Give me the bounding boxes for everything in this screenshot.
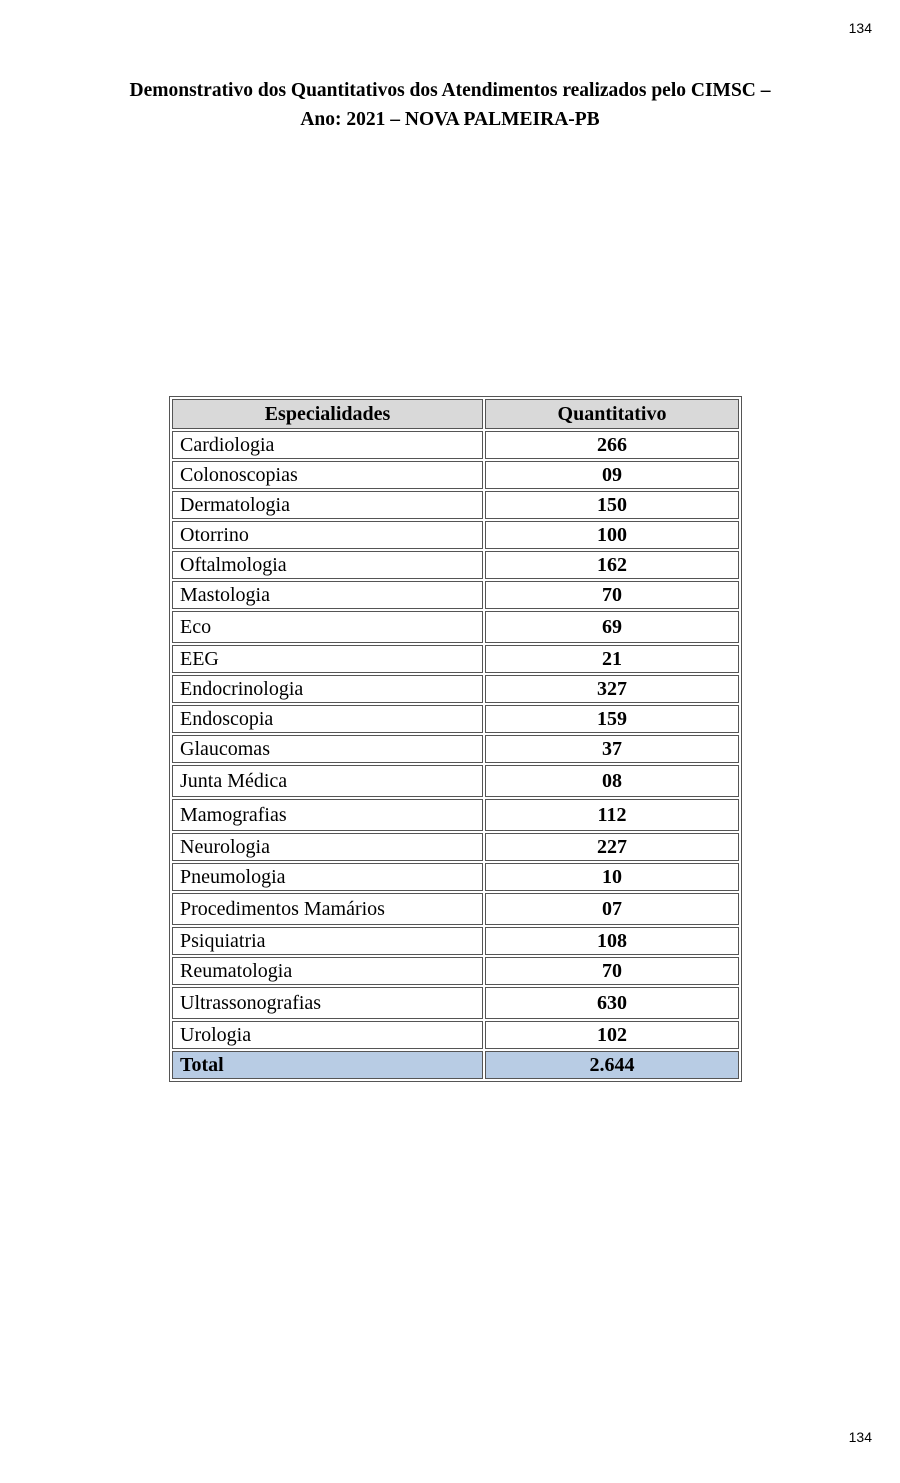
especialidade-cell: Endoscopia bbox=[172, 705, 483, 733]
title-line-1: Demonstrativo dos Quantitativos dos Atendimentos realizados pelo CIMSC – bbox=[129, 80, 771, 101]
especialidade-cell: Neurologia bbox=[172, 833, 483, 861]
header-especialidades: Especialidades bbox=[172, 399, 483, 429]
page-number-top: 134 bbox=[848, 20, 872, 36]
especialidade-cell: Endocrinologia bbox=[172, 675, 483, 703]
quantitativo-cell: 10 bbox=[485, 863, 739, 891]
especialidade-cell: Junta Médica bbox=[172, 765, 483, 797]
quantitativo-cell: 70 bbox=[485, 581, 739, 609]
especialidade-cell: Glaucomas bbox=[172, 735, 483, 763]
especialidade-cell: Otorrino bbox=[172, 521, 483, 549]
quantitativo-cell: 159 bbox=[485, 705, 739, 733]
especialidade-cell: Procedimentos Mamários bbox=[172, 893, 483, 925]
table-row bbox=[172, 927, 739, 955]
page-number-bottom: 134 bbox=[848, 1429, 872, 1445]
title-line-2: Ano: 2021 – NOVA PALMEIRA-PB bbox=[300, 109, 600, 130]
table-row bbox=[172, 675, 739, 703]
table-row bbox=[172, 645, 739, 673]
especialidade-cell: EEG bbox=[172, 645, 483, 673]
table-row bbox=[172, 491, 739, 519]
quantitativo-cell: 327 bbox=[485, 675, 739, 703]
quantitativo-cell: 09 bbox=[485, 461, 739, 489]
especialidade-cell: Mamografias bbox=[172, 799, 483, 831]
quantitativo-cell: 69 bbox=[485, 611, 739, 643]
quantitativo-cell: 102 bbox=[485, 1021, 739, 1049]
especialidade-cell: Urologia bbox=[172, 1021, 483, 1049]
quantitativo-cell: 112 bbox=[485, 799, 739, 831]
quantitativo-cell: 07 bbox=[485, 893, 739, 925]
quantitativo-cell: 162 bbox=[485, 551, 739, 579]
table-row bbox=[172, 551, 739, 579]
atendimentos-table bbox=[169, 396, 742, 1082]
document-title bbox=[60, 76, 840, 134]
quantitativo-cell: 08 bbox=[485, 765, 739, 797]
quantitativo-cell: 108 bbox=[485, 927, 739, 955]
table-row bbox=[172, 611, 739, 643]
especialidade-cell: Reumatologia bbox=[172, 957, 483, 985]
total-label: Total bbox=[172, 1051, 483, 1079]
header-quantitativo: Quantitativo bbox=[485, 399, 739, 429]
quantitativo-cell: 21 bbox=[485, 645, 739, 673]
quantitativo-cell: 630 bbox=[485, 987, 739, 1019]
table-row bbox=[172, 735, 739, 763]
table-row bbox=[172, 893, 739, 925]
especialidade-cell: Cardiologia bbox=[172, 431, 483, 459]
especialidade-cell: Oftalmologia bbox=[172, 551, 483, 579]
total-value: 2.644 bbox=[485, 1051, 739, 1079]
table-row bbox=[172, 431, 739, 459]
table-row bbox=[172, 833, 739, 861]
quantitativo-cell: 70 bbox=[485, 957, 739, 985]
quantitativo-cell: 266 bbox=[485, 431, 739, 459]
especialidade-cell: Pneumologia bbox=[172, 863, 483, 891]
especialidade-cell: Mastologia bbox=[172, 581, 483, 609]
table-row bbox=[172, 799, 739, 831]
table-row bbox=[172, 461, 739, 489]
quantitativo-cell: 100 bbox=[485, 521, 739, 549]
table-row bbox=[172, 1021, 739, 1049]
table-row bbox=[172, 957, 739, 985]
table-row bbox=[172, 581, 739, 609]
especialidade-cell: Psiquiatria bbox=[172, 927, 483, 955]
table-row bbox=[172, 765, 739, 797]
table-row bbox=[172, 521, 739, 549]
especialidade-cell: Eco bbox=[172, 611, 483, 643]
table-row bbox=[172, 987, 739, 1019]
table-row bbox=[172, 705, 739, 733]
especialidade-cell: Ultrassonografias bbox=[172, 987, 483, 1019]
table-row bbox=[172, 863, 739, 891]
especialidade-cell: Dermatologia bbox=[172, 491, 483, 519]
quantitativo-cell: 37 bbox=[485, 735, 739, 763]
table-total-row bbox=[172, 1051, 739, 1079]
especialidade-cell: Colonoscopias bbox=[172, 461, 483, 489]
quantitativo-cell: 150 bbox=[485, 491, 739, 519]
table-header-row bbox=[172, 399, 739, 429]
quantitativo-cell: 227 bbox=[485, 833, 739, 861]
